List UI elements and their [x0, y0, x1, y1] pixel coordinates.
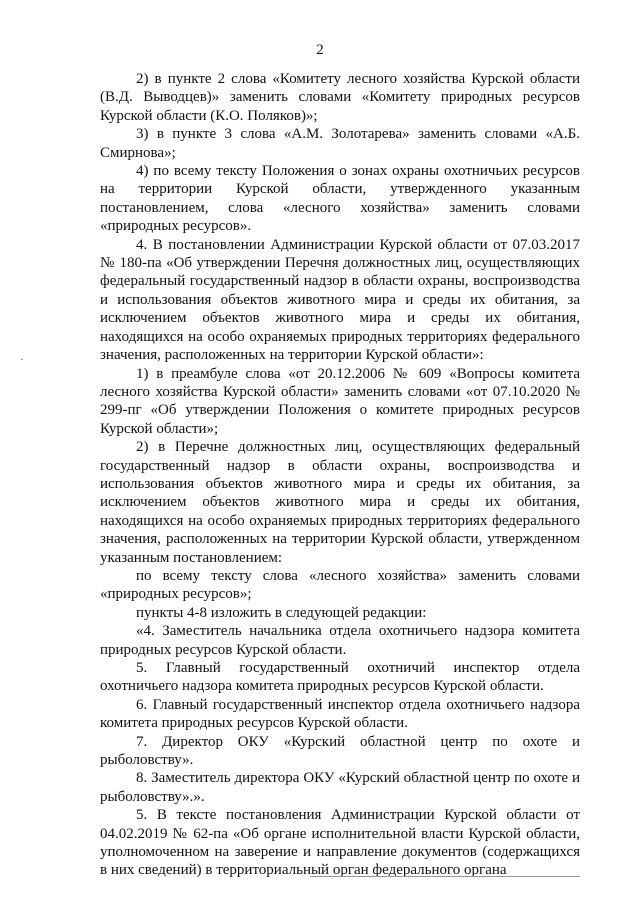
- paragraph-3-4: 4) по всему тексту Положения о зонах охраны охотничьих ресурсов на территории Курской области, утвержденного указанным постановлением, слова «лесного хозяйства» заменить словами «природных ресурсов».: [100, 163, 580, 235]
- paragraph-3-3: 3) в пункте 3 слова «А.М. Золотарева» заменить словами «А.Б. Смирнова»;: [100, 126, 580, 161]
- list-item-6: 6. Главный государственный инспектор отдела охотничьего надзора комитета природных ресурсов Курской области.: [100, 696, 580, 732]
- list-item-4: «4. Заместитель начальника отдела охотничьего надзора комитета природных ресурсов Курской области.: [100, 623, 580, 658]
- paragraph-4-2: 2) в Перечне должностных лиц, осуществляющих федеральный государственный надзор в области охраны, воспроизводства и использования объектов животного мира и среды их обитания, за исключением объектов животного мира и среды их обитания, находящихся на особо охраняемых природных территориях федерального значения, расположенных на территории Курской области, утвержденном указанным постановлением:: [100, 439, 580, 566]
- paragraph-4-2-b: пункты 4-8 изложить в следующей редакции:: [136, 604, 427, 621]
- list-item-8: 8. Заместитель директора ОКУ «Курский областной центр по охоте и рыболовству».».: [100, 770, 580, 805]
- document-body: [100, 70, 580, 880]
- paragraph-4-1: 1) в преамбуле слова «от 20.12.2006 № 609 «Вопросы комитета лесного хозяйства Курской области» заменить словами «от 07.10.2020 № 299-пг «Об утверждении Положения о комитете природных ресурсов Курской области»;: [100, 365, 580, 437]
- footer-divider: [310, 876, 580, 877]
- list-item-5: 5. Главный государственный охотничий инспектор отдела охотничьего надзора комитета природных ресурсов Курской области.: [100, 660, 580, 695]
- paragraph-3-2: 2) в пункте 2 слова «Комитету лесного хозяйства Курской области (В.Д. Выводцев)» заменить словами «Комитету природных ресурсов Курской области (К.О. Поляков)»;: [100, 71, 580, 124]
- page-number: 2: [316, 42, 324, 58]
- paragraph-4-2-a: по всему тексту слова «лесного хозяйства» заменить словами «природных ресурсов»;: [100, 567, 580, 603]
- list-item-7: 7. Директор ОКУ «Курский областной центр по охоте и рыболовству».: [100, 733, 580, 769]
- paragraph-5: 5. В тексте постановления Администрации Курской области от 04.02.2019 № 62-па «Об органе исполнительной власти Курской области, уполномоченном на заверение и направление документов (содержащихся в них сведений) в территориальный орган федерального органа: [100, 807, 580, 879]
- paragraph-4: 4. В постановлении Администрации Курской области от 07.03.2017 № 180-па «Об утверждении Перечня должностных лиц, осуществляющих федеральный государственный надзор в области охраны, воспроизводства и использования объектов животного мира и среды их обитания, за исключением объектов животного мира и среды их обитания, находящихся на особо охраняемых природных территориях федерального значения, расположенных на территории Курской области»:: [100, 236, 580, 364]
- margin-mark: ·: [20, 352, 24, 366]
